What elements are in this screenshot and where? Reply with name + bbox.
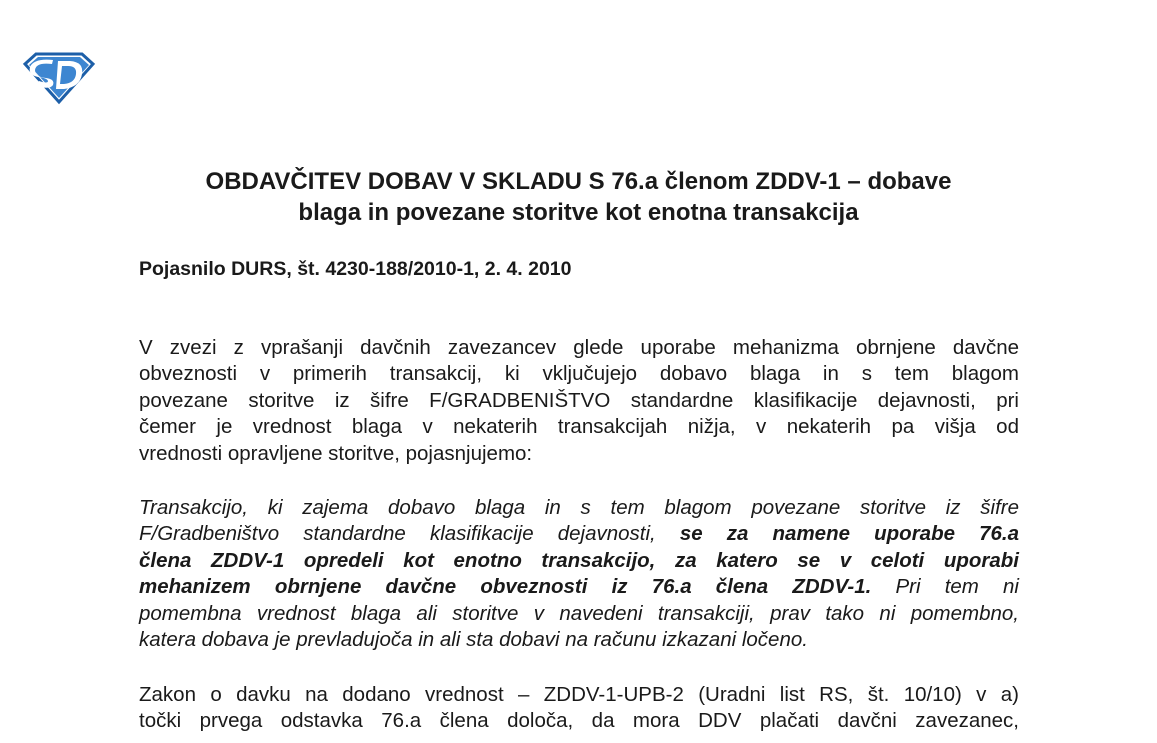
paragraph-1-line: povezane storitve iz šifre F/GRADBENIŠTVO standardne klasifikacije dejavnosti, pri	[139, 388, 1019, 412]
paragraph-1-line: V zvezi z vprašanji davčnih zavezancev glede uporabe mehanizma obrnjene davčne	[139, 336, 1019, 359]
company-logo	[22, 50, 96, 106]
paragraph-2-bold-text: se za namene uporabe 76.a	[679, 522, 1020, 546]
paragraph-2-text: Pri tem ni	[871, 575, 1019, 599]
document-subtitle: Pojasnilo DURS, št. 4230-188/2010-1, 2. 4. 2010	[139, 258, 572, 280]
document-title	[120, 166, 1037, 228]
paragraph-2-text: F/Gradbeništvo standardne klasifikacije dejavnosti,	[139, 522, 680, 546]
paragraph-3-line: Zakon o davku na dodano vrednost – ZDDV-1-UPB-2 (Uradni list RS, št. 10/10) v a)	[139, 683, 1019, 706]
paragraph-1-line: obveznosti v primerih transakcij, ki vključujejo dobavo blaga in s tem blagom	[139, 362, 1019, 386]
paragraph-2-bold-line: člena ZDDV-1 opredeli kot enotno transakcijo, za katero se v celoti uporabi	[139, 548, 1019, 572]
paragraph-3-line: točki prvega odstavka 76.a člena določa, da mora DDV plačati davčni zavezanec,	[139, 709, 1019, 733]
paragraph-2-bold-text: mehanizem obrnjene davčne obveznosti iz 76.a člena ZDDV-1.	[139, 575, 872, 599]
paragraph-2-line	[139, 574, 1019, 600]
paragraph-1-line: čemer je vrednost blaga v nekaterih transakcijah nižja, v nekaterih pa višja od	[139, 415, 1019, 439]
paragraph-2-line: pomembna vrednost blaga ali storitve v navedeni transakciji, prav tako ni pomembno,	[139, 601, 1019, 625]
paragraph-2-line: katera dobava je prevladujoča in ali sta dobavi na računu izkazani ločeno.	[139, 628, 808, 652]
paragraph-2-line: Transakcijo, ki zajema dobavo blaga in s tem blagom povezane storitve iz šifre	[139, 496, 1019, 519]
shield-logo-icon	[22, 50, 96, 106]
paragraph-1-line: vrednosti opravljene storitve, pojasnjujemo:	[139, 441, 533, 465]
paragraph-2-line	[139, 521, 1019, 547]
paragraph-1	[139, 335, 1019, 467]
paragraph-2	[139, 495, 1019, 653]
paragraph-3	[139, 682, 1019, 735]
title-line-2: blaga in povezane storitve kot enotna transakcija	[298, 199, 859, 226]
title-line-1: OBDAVČITEV DOBAV V SKLADU S 76.a členom ZDDV-1 – dobave	[205, 168, 952, 195]
